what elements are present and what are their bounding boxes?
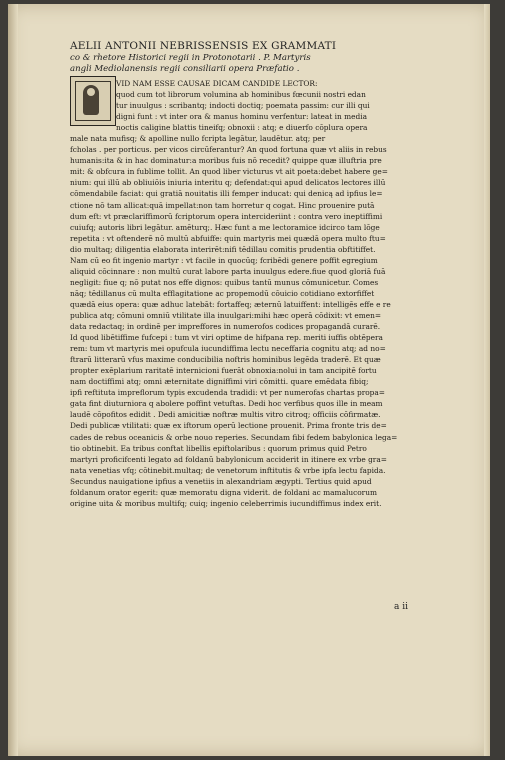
text-line: nium: qui illū ab obliuiōis iniuria interitu q; defendat:qui apud delicatos lectores illū xyxy=(70,178,386,188)
text-line: Id quod libētiffime fufcepi : tum vt viri optime de hifpana rep. meriti iuffis obtēpera xyxy=(70,333,383,343)
text-line: ftrarū litterarū vfus maxime conducibilia noftris hominibus legēda traderē. Et quæ xyxy=(70,355,381,365)
text-line: Dedi publicæ vtilitati: quæ ex iftorum operū lectione prouenit. Prima fronte tris de= xyxy=(70,421,387,431)
heading-line-3: angli Mediolanensis regii consiliarii opera Præfatio . xyxy=(70,64,300,74)
text-line: male nata mufisq; & apolline nullo fcripta legātur, laudētur. atq; per xyxy=(70,134,326,144)
text-line: origine uita & moribus multifq; cuiq; ingenio celeberrimis iucundiffimus index erit. xyxy=(70,498,382,508)
text-line: VID NAM ESSE CAUSAE DICAM CANDIDE LECTOR: xyxy=(116,79,318,88)
text-line: laudē cōpofitos edidit . Dedi amicitiæ noftræ multis vitro citroq; officiis cōfirmatæ. xyxy=(70,410,381,420)
text-line: publica atq; cōmuni omniū vtilitate illa inuulgari:mihi hæc operā cōdixit: vt emen= xyxy=(70,310,382,320)
text-line: nāq; tēdillanus cū multa efflagitatione ac propemodū cōuicio cotidiano extorfiffet xyxy=(70,288,375,298)
text-line: repetita : vt oftenderē nō multū abfuiffe: quin martyris mei quædā opera multo ftu= xyxy=(70,233,386,243)
text-line: propter exēplarium raritatē internicioni fuerāt obnoxia:nolui in tam ancipitē fortu xyxy=(70,366,377,376)
text-line: martyri proficifcenti legato ad foldanū babylonicum acciderit in itinere ex vrbe gra= xyxy=(70,454,387,464)
text-line: Nam cū eo fit ingenio martyr : vt facile in quocūq; fcribēdi genere poffit egregium xyxy=(70,255,378,265)
text-line: humanis:ita & in hac dominatur:a moribus fuis nō recedit? quippe quæ illuftria pre xyxy=(70,156,382,166)
text-line: gata fint diuturniora q abolere poffint vetuftas. Dedi hoc verfibus quos ille in meam xyxy=(70,399,383,409)
text-line: Secundus nauigatione ipfius a venetiis in alexandriam ægypti. Tertius quid apud xyxy=(70,476,372,486)
text-line: aliquid cōcinnare : non multū curat labore parta inuulgus edere.fiue quod gloriā fuā xyxy=(70,266,386,276)
preface-body-text xyxy=(70,78,468,509)
text-line: nam doctiffimi atq; omni æternitate digniffimi viri cōmitti. quare emēdata fibiq; xyxy=(70,377,369,387)
text-line: noctis caligine blattis tineifq; obnoxii : atq; e diuerfo cōplura opera xyxy=(116,123,368,133)
text-line: mit: & obfcura in fublime tollit. An quod liber victurus vt ait poeta:debet habere ge= xyxy=(70,167,388,177)
heading-line-2: co & rhetore Historici regii in Protonotarii . P. Martyris xyxy=(70,53,311,63)
title-heading xyxy=(70,40,460,75)
text-line: digni funt : vt inter ora & manus hominu verfentur: lateat in media xyxy=(116,112,367,122)
text-line: fcholas . per porticus. per vicos circūferantur? An quod fortuna quæ vt aliis in rebus xyxy=(70,145,387,155)
text-line: tur inuulgus : scribantq; indocti doctiq; poemata passim: cur illi qui xyxy=(116,101,370,111)
page-edge xyxy=(484,4,490,756)
text-line: quod cum tot librorum volumina ab hominibus fœcunii nostri edan xyxy=(116,90,366,100)
text-line: quædā eius opera: quæ adhuc latebāt: fortaffeq; æternū latuiffent: intelligēs effe e re xyxy=(70,299,391,309)
text-line: dio multaq; diligentia elaborata interirēt:nifi tēdillau comitis prudentia obftitiffet. xyxy=(70,244,376,254)
text-line: cōmendabile faciat: qui gratiā nouitatis illi femper inducat: qui denicą ad ipfius le= xyxy=(70,189,383,199)
text-line: negligit: fiue q; nō putat nos effe dignos: quibus tantū munus cōmunicetur. Comes xyxy=(70,277,379,287)
text-line: ctione nō tam allicat:quā impellat:non tam horretur q cogat. Hinc prouenire putā xyxy=(70,200,375,210)
text-line: cuiufq; autoris libri legātur. amēturq;. Hæc funt a me lectoramice idcirco tam lōge xyxy=(70,222,380,232)
page-gutter-shadow xyxy=(8,4,18,756)
text-line: cades de rebus oceanicis & orbe nouo reperies. Secundam fibi fedem babylonica lega= xyxy=(70,432,398,442)
text-line: tio obtinebit. Ea tribus conftat libellis epiftolaribus : quorum primus quid Petro xyxy=(70,443,367,453)
text-line: foldanum orator egerit: quæ memoratu digna viderit. de foldani ac mamalucorum xyxy=(70,487,377,497)
signature-mark: a ii xyxy=(394,602,408,612)
text-line: ipfi reftituta impreflorum typis excudenda tradidi: vt per numerofas chartas propa= xyxy=(70,388,386,398)
heading-line-1: AELII ANTONII NEBRISSENSIS EX GRAMMATI xyxy=(70,40,337,52)
text-line: data redactaq; in ordinē per impreffores in numerofos codices propagandā curarē. xyxy=(70,322,381,332)
text-line: rem: tum vt martyris mei opufcula iucundiffima lectu neceffaria cognitu atq; ad no= xyxy=(70,344,386,354)
book-page xyxy=(8,4,490,756)
text-line: dum eft: vt præclariffimorū fcriptorum opera intercideriint : contra vero ineptiffimi xyxy=(70,211,383,221)
text-line: nata venetias vfq; cōtinebit.multaq; de venetorum inftitutis & vrbe ipfa lectu fapida. xyxy=(70,465,386,475)
